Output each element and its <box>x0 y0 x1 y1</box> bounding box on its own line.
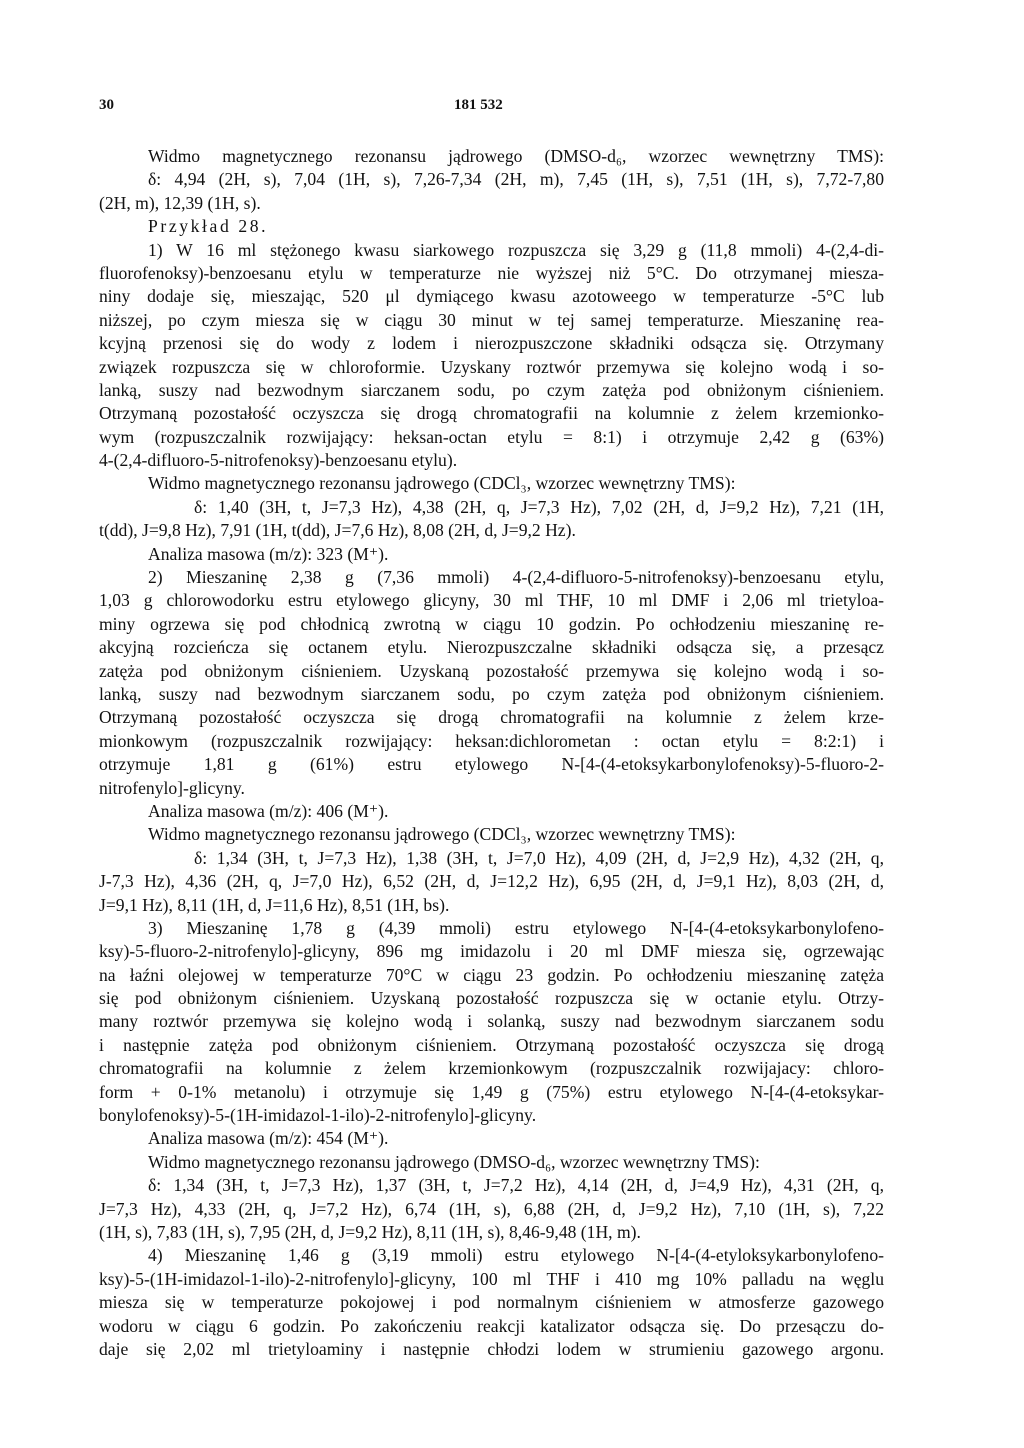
text-line: Analiza masowa (m/z): 406 (M⁺). <box>148 800 389 821</box>
text-line: (2H, m), 12,39 (1H, s). <box>99 192 261 213</box>
text-line: t(dd), J=9,8 Hz), 7,91 (1H, t(dd), J=7,6 Hz), 8,08 (2H, d, J=9,2 Hz). <box>99 520 576 541</box>
text-line: 3) Mieszaninę 1,78 g (4,39 mmoli) estru etylowego N-[4-(4-etoksykarbonylofeno- <box>148 917 884 938</box>
text-line: Widmo magnetycznego rezonansu jądrowego (DMSO-d₆, wzorzec wewnętrzny TMS): <box>148 146 884 166</box>
text-line: Otrzymaną pozostałość oczyszcza się drogą chromatografii na kolumnie z żelem krzemionko- <box>99 403 884 424</box>
text-line: wodoru w ciągu 6 godzin. Po zakończeniu reakcji katalizator odsącza się. Do przesączu do- <box>99 1315 884 1336</box>
text-line: δ: 1,34 (3H, t, J=7,3 Hz), 1,37 (3H, t, J=7,2 Hz), 4,14 (2H, d, J=4,9 Hz), 4,31 (2H, q, <box>148 1175 884 1196</box>
text-line: związek rozpuszcza się w chloroformie. Uzyskany roztwór przemywa się kolejno wodą i so- <box>99 356 884 377</box>
text-line: Analiza masowa (m/z): 454 (M⁺). <box>148 1128 389 1149</box>
document-number: 181 532 <box>454 97 503 113</box>
text-line: się pod obniżonym ciśnieniem. Uzyskaną pozostałość rozpuszcza się w octanie etylu. Otrzy- <box>99 988 884 1009</box>
text-line: Widmo magnetycznego rezonansu jądrowego (CDCl₃, wzorzec wewnętrzny TMS): <box>148 824 736 845</box>
text-line: otrzymuje 1,81 g (61%) estru etylowego N-[4-(4-etoksykarbonylofenoksy)-5-fluoro-2- <box>99 754 884 775</box>
text-line: na łaźni olejowej w temperaturze 70°C w ciągu 23 godzin. Po ochłodzeniu mieszaninę zatęża <box>99 964 884 985</box>
text-line: Widmo magnetycznego rezonansu jądrowego (DMSO-d₆, wzorzec wewnętrzny TMS): <box>148 1151 760 1172</box>
text-line: 4) Mieszaninę 1,46 g (3,19 mmoli) estru etylowego N-[4-(4-etyloksykarbonylofeno- <box>148 1245 884 1266</box>
text-line: δ: 1,40 (3H, t, J=7,3 Hz), 4,38 (2H, q, J=7,3 Hz), 7,02 (2H, d, J=9,2 Hz), 7,21 (1H, <box>194 496 884 517</box>
text-line: 2) Mieszaninę 2,38 g (7,36 mmoli) 4-(2,4-difluoro-5-nitrofenoksy)-benzoesanu etylu, <box>148 567 884 588</box>
text-line: ksy)-5-fluoro-2-nitrofenylo]-glicyny, 896 mg imidazolu i 20 ml DMF miesza się, ogrzewając <box>99 941 884 962</box>
text-line: δ: 1,34 (3H, t, J=7,3 Hz), 1,38 (3H, t, J=7,0 Hz), 4,09 (2H, d, J=2,9 Hz), 4,32 (2H, q, <box>194 847 884 868</box>
example-heading: Przykład 28. <box>148 216 269 237</box>
text-line: Widmo magnetycznego rezonansu jądrowego (CDCl₃, wzorzec wewnętrzny TMS): <box>148 473 736 494</box>
text-line: kcyjną przenosi się do wody z lodem i nierozpuszczone składniki odsącza się. Otrzymany <box>99 333 884 354</box>
text-line: δ: 4,94 (2H, s), 7,04 (1H, s), 7,26-7,34 (2H, m), 7,45 (1H, s), 7,51 (1H, s), 7,72-7,80 <box>148 169 884 190</box>
text-line: fluorofenoksy)-benzoesanu etylu w temperaturze nie wyższej niż 5°C. Do otrzymanej miesza- <box>99 262 884 283</box>
text-line: nitrofenylo]-glicyny. <box>99 777 245 798</box>
text-line: miesza się w temperaturze pokojowej i pod normalnym ciśnieniem w atmosferze gazowego <box>99 1292 884 1313</box>
text-line: wym (rozpuszczalnik rozwijający: heksan-octan etylu = 8:1) i otrzymuje 2,42 g (63%) <box>99 426 884 447</box>
text-line: form + 0-1% metanolu) i otrzymuje się 1,49 g (75%) estru etylowego N-[4-(4-etoksykar- <box>99 1081 884 1102</box>
text-line: zatęża pod obniżonym ciśnieniem. Uzyskaną pozostałość przemywa się kolejno wodą i so- <box>99 660 884 681</box>
text-line: daje się 2,02 ml trietyloaminy i następnie chłodzi lodem w strumieniu gazowego argonu. <box>99 1338 884 1359</box>
text-line: akcyjną rozcieńcza się octanem etylu. Nierozpuszczalne składniki odsącza się, a przesącz <box>99 637 884 658</box>
text-line: 1) W 16 ml stężonego kwasu siarkowego rozpuszcza się 3,29 g (11,8 mmoli) 4-(2,4-di- <box>148 239 884 260</box>
text-line: many roztwór przemywa się kolejno wodą i solanką, suszy nad bezwodnym siarczanem sodu <box>99 1011 884 1032</box>
text-line: niny dodaje się, mieszając, 520 μl dymiącego kwasu azotoweego w temperaturze -5°C lub <box>99 286 884 307</box>
text-line: J-7,3 Hz), 4,36 (2H, q, J=7,0 Hz), 6,52 (2H, d, J=12,2 Hz), 6,95 (2H, d, J=9,1 Hz), 8,03 (2H, d, <box>99 871 884 892</box>
text-line: chromatografii na kolumnie z żelem krzemionkowym (rozpuszczalnik rozwijajacy: chloro- <box>99 1058 884 1079</box>
text-line: miny ogrzewa się pod chłodnicą zwrotną w ciągu 10 godzin. Po ochłodzeniu mieszaninę re- <box>99 613 884 634</box>
text-line: J=9,1 Hz), 8,11 (1H, d, J=11,6 Hz), 8,51 (1H, bs). <box>99 894 450 915</box>
text-line: lanką, suszy nad bezwodnym siarczanem sodu, po czym zatęża pod obniżonym ciśnieniem. <box>99 683 884 704</box>
text-line: bonylofenoksy)-5-(1H-imidazol-1-ilo)-2-nitrofenylo]-glicyny. <box>99 1105 537 1126</box>
text-line: ksy)-5-(1H-imidazol-1-ilo)-2-nitrofenylo]-glicyny, 100 ml THF i 410 mg 10% palladu na węglu <box>99 1268 884 1289</box>
text-line: 4-(2,4-difluoro-5-nitrofenoksy)-benzoesanu etylu). <box>99 450 458 471</box>
text-line: lanką, suszy nad bezwodnym siarczanem sodu, po czym zatęża pod obniżonym ciśnieniem. <box>99 379 884 400</box>
text-line: 1,03 g chlorowodorku estru etylowego glicyny, 30 ml THF, 10 ml DMF i 2,06 ml trietyloa- <box>99 590 884 611</box>
document-body <box>99 145 884 1361</box>
text-line: (1H, s), 7,83 (1H, s), 7,95 (2H, d, J=9,2 Hz), 8,11 (1H, s), 8,46-9,48 (1H, m). <box>99 1221 641 1242</box>
text-line: i następnie zatęża pod obniżonym ciśnieniem. Otrzymaną pozostałość oczyszcza się drogą <box>99 1034 884 1055</box>
text-line: niższej, po czym miesza się w ciągu 30 minut w tej samej temperaturze. Mieszaninę rea- <box>99 309 884 330</box>
text-line: J=7,3 Hz), 4,33 (2H, q, J=7,2 Hz), 6,74 (1H, s), 6,88 (2H, d, J=9,2 Hz), 7,10 (1H, s), 7,22 <box>99 1198 884 1219</box>
page-number: 30 <box>99 97 114 113</box>
text-line: Otrzymaną pozostałość oczyszcza się drogą chromatografii na kolumnie z żelem krze- <box>99 707 884 728</box>
page-header <box>99 97 899 121</box>
text-line: Analiza masowa (m/z): 323 (M⁺). <box>148 543 389 564</box>
text-line: mionkowym (rozpuszczalnik rozwijający: heksan:dichlorometan : octan etylu = 8:2:1) i <box>99 730 884 751</box>
